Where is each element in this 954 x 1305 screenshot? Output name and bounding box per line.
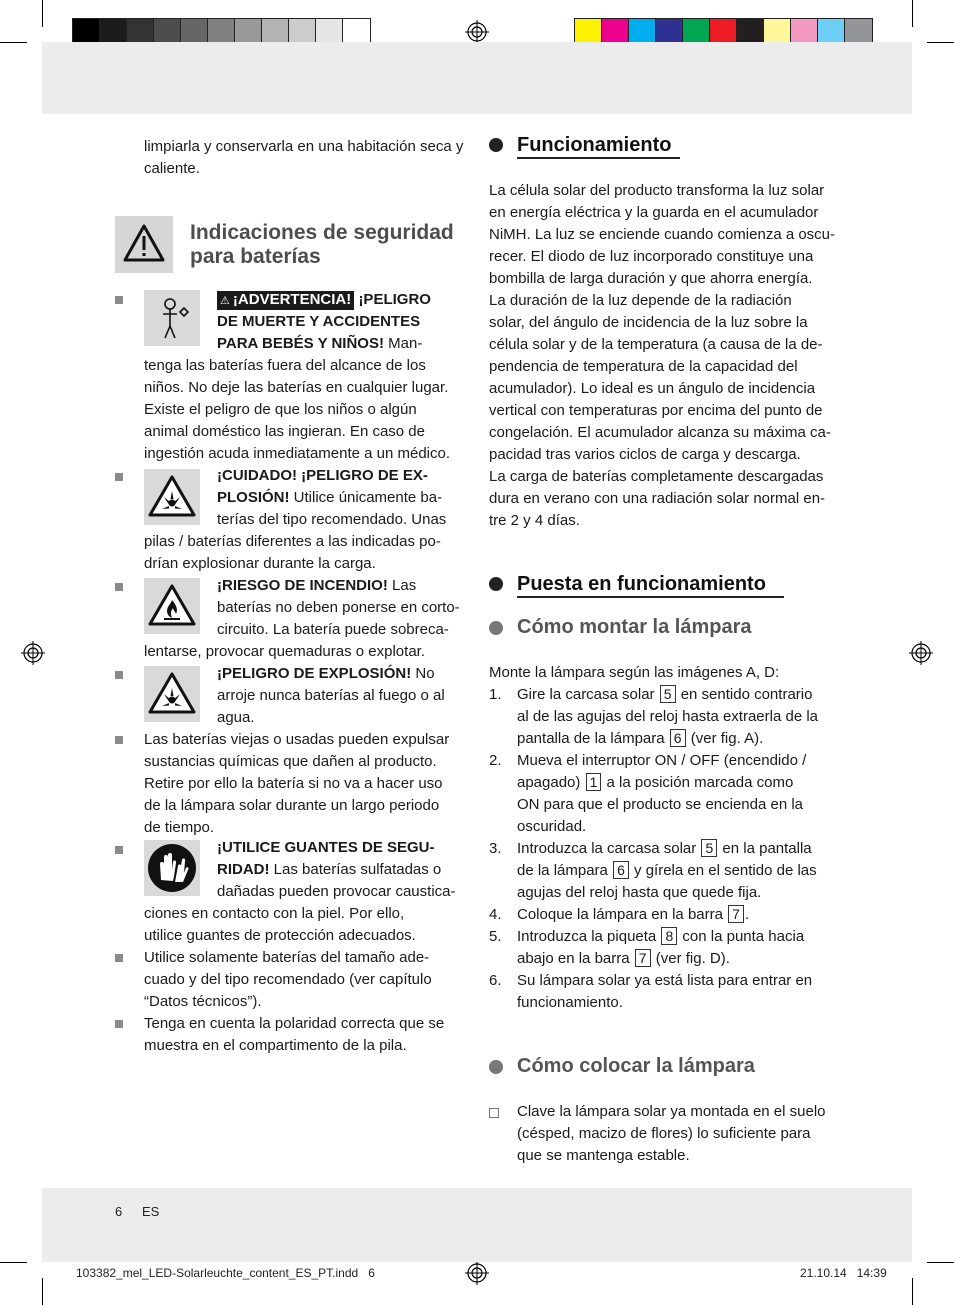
section-heading-funcionamiento: Funcionamiento	[517, 134, 672, 156]
trim-mark	[927, 42, 954, 43]
step-number: 2.	[489, 752, 502, 769]
trim-mark	[42, 1278, 43, 1305]
heading-underline	[517, 157, 680, 159]
text-line: congelación. El acumulador alcanza su máxima ca-	[489, 424, 831, 441]
bullet	[115, 736, 123, 744]
gloves-warning-body: ciones en contacto con la piel. Por ello, utilice guantes de protección adecuados.	[144, 905, 416, 944]
section-bullet	[489, 577, 503, 591]
fire-icon	[144, 578, 200, 634]
bullet	[115, 473, 123, 481]
text-line: en energía eléctrica y la guarda en el acumulador	[489, 204, 819, 221]
part-number: 5	[701, 839, 717, 857]
warning-explosion2-text: ¡PELIGRO DE EXPLOSIÓN! No arroje nunca baterías al fuego o al agua.	[217, 665, 445, 726]
bullet	[115, 671, 123, 679]
intro-text: limpiarla y conservarla en una habitación seca y caliente.	[144, 138, 464, 177]
part-number: 7	[728, 905, 744, 923]
warning-triangle-icon	[115, 216, 173, 273]
step-5: Introduzca la piqueta 8 con la punta hacia abajo en la barra 7 (ver fig. D).	[517, 928, 805, 967]
part-number: 6	[613, 861, 629, 879]
gloves-warning-text: ¡UTILICE GUANTES DE SEGU- RIDAD! Las baterías sulfatadas o dañadas pueden provocar caustica-	[217, 839, 456, 900]
subsection-heading-montar: Cómo montar la lámpara	[517, 616, 752, 638]
text-line: NiMH. La luz se enciende cuando comienza a oscu-	[489, 226, 836, 243]
step-number: 5.	[489, 928, 502, 945]
text-line: solar, del ángulo de incidencia de la luz sobre la	[489, 314, 808, 331]
safety-heading: Indicaciones de seguridad para baterías	[190, 221, 454, 268]
funcionamiento-body	[489, 180, 835, 532]
subsection-heading-colocar: Cómo colocar la lámpara	[517, 1055, 755, 1077]
bullet	[115, 296, 123, 304]
step-number: 6.	[489, 972, 502, 989]
trim-mark	[42, 0, 43, 27]
trim-mark	[0, 42, 27, 43]
montar-intro: Monte la lámpara según las imágenes A, D:	[489, 664, 780, 681]
part-number: 8	[661, 927, 677, 945]
part-number: 1	[586, 773, 602, 791]
registration-mark-icon	[465, 1261, 489, 1285]
battery-size-text: Utilice solamente baterías del tamaño ade- cuado y del tipo recomendado (ver capítulo “Datos técnicos”).	[144, 949, 432, 1010]
text-line: La duración de la luz depende de la radiación	[489, 292, 792, 309]
warning-explosion-text: ¡CUIDADO! ¡PELIGRO DE EX- PLOSIÓN! Utilice únicamente ba- terías del tipo recomendado. Unas	[217, 467, 447, 528]
section-heading-puesta: Puesta en funcionamiento	[517, 573, 766, 595]
warning-explosion-body: pilas / baterías diferentes a las indicadas po- drían explosionar durante la carga.	[144, 533, 441, 572]
step-3: Introduzca la carcasa solar 5 en la pantalla de la lámpara 6 y gírela en el sentido de las agujas del reloj hasta que quede fija.	[517, 840, 817, 901]
bullet	[115, 846, 123, 854]
step-4: Coloque la lámpara en la barra 7 .	[517, 906, 750, 923]
bullet	[115, 954, 123, 962]
bullet	[115, 583, 123, 591]
step-number: 4.	[489, 906, 502, 923]
header-band	[42, 42, 912, 114]
part-number: 7	[635, 949, 651, 967]
text-line: La célula solar del producto transforma la luz solar	[489, 182, 825, 199]
text-line: pacidad tras varios ciclos de carga y descarga.	[489, 446, 801, 463]
explosion-icon	[144, 666, 200, 722]
text-line: acumulador). Lo ideal es un ángulo de incidencia	[489, 380, 816, 397]
text-line: recer. El diodo de luz incorporado constituye una	[489, 248, 814, 265]
language-code: ES	[142, 1204, 160, 1219]
child-icon	[144, 290, 200, 346]
page-number: 6	[115, 1204, 123, 1219]
warning-children-text: ⚠ ¡ADVERTENCIA! ¡PELIGRO DE MUERTE Y ACCIDENTES PARA BEBÉS Y NIÑOS! Man-	[217, 291, 431, 352]
section-bullet	[489, 138, 503, 152]
heading-underline	[517, 596, 784, 598]
text-line: pendencia de temperatura de la capacidad del	[489, 358, 798, 375]
explosion-icon	[144, 469, 200, 525]
old-batteries-text: Las baterías viejas o usadas pueden expulsar sustancias químicas que dañen al producto. Retire por ello la batería si no va a hacer uso de la lámpara solar durante un largo periodo de tiempo.	[144, 731, 450, 836]
warning-children-body: tenga las baterías fuera del alcance de los niños. No deje las baterías en cualquier lugar. Existe el peligro de que los niños o algún animal doméstico las ingieran. En caso de ingestión acuda inmediatamente a un médico.	[144, 357, 451, 462]
polarity-text: Tenga en cuenta la polaridad correcta que se muestra en el compartimento de la pila.	[144, 1015, 445, 1054]
file-info: 103382_mel_LED-Solarleuchte_content_ES_PT.indd 6	[76, 1266, 375, 1280]
step-number: 3.	[489, 840, 502, 857]
gloves-icon	[144, 840, 200, 896]
text-line: bombilla de larga duración y que ahorra energía.	[489, 270, 813, 287]
trim-mark	[927, 1262, 954, 1263]
registration-mark-icon	[21, 641, 45, 665]
advertencia-badge: ⚠ ¡ADVERTENCIA!	[217, 291, 354, 310]
warning-fire-body: lentarse, provocar quemaduras o explotar.	[144, 643, 425, 660]
step-1: Gire la carcasa solar 5 en sentido contrario al de las agujas del reloj hasta extraerla de la pantalla de la lámpara 6 (ver fig. A).	[517, 686, 819, 747]
step-2: Mueva el interruptor ON / OFF (encendido / apagado) 1 a la posición marcada como ON para que el producto se encienda en la oscuridad.	[517, 752, 807, 835]
registration-mark-icon	[909, 641, 933, 665]
text-line: dura en verano con una radiación solar normal en-	[489, 490, 826, 507]
checkbox-bullet	[489, 1108, 499, 1118]
subsection-bullet	[489, 1060, 503, 1074]
bullet	[115, 1020, 123, 1028]
subsection-bullet	[489, 621, 503, 635]
trim-mark	[912, 1278, 913, 1305]
part-number: 6	[670, 729, 686, 747]
step-6: Su lámpara solar ya está lista para entrar en funcionamiento.	[517, 972, 813, 1011]
step-number: 1.	[489, 686, 502, 703]
trim-mark	[912, 0, 913, 27]
text-line: La carga de baterías completamente descargadas	[489, 468, 824, 485]
colocar-body: Clave la lámpara solar ya montada en el suelo (césped, macizo de flores) lo suficiente para que se mantenga estable.	[517, 1103, 826, 1164]
part-number: 5	[660, 685, 676, 703]
trim-mark	[0, 1262, 27, 1263]
print-date: 21.10.14 14:39	[800, 1266, 887, 1280]
text-line: tre 2 y 4 días.	[489, 512, 580, 529]
text-line: vertical con temperaturas por encima del punto de	[489, 402, 823, 419]
warning-fire-text: ¡RIESGO DE INCENDIO! Las baterías no deben ponerse en corto- circuito. La batería puede sobreca-	[217, 577, 460, 638]
registration-mark-icon	[465, 20, 489, 44]
text-line: célula solar y de la temperatura (a causa de la de-	[489, 336, 823, 353]
footer-band	[42, 1188, 912, 1262]
